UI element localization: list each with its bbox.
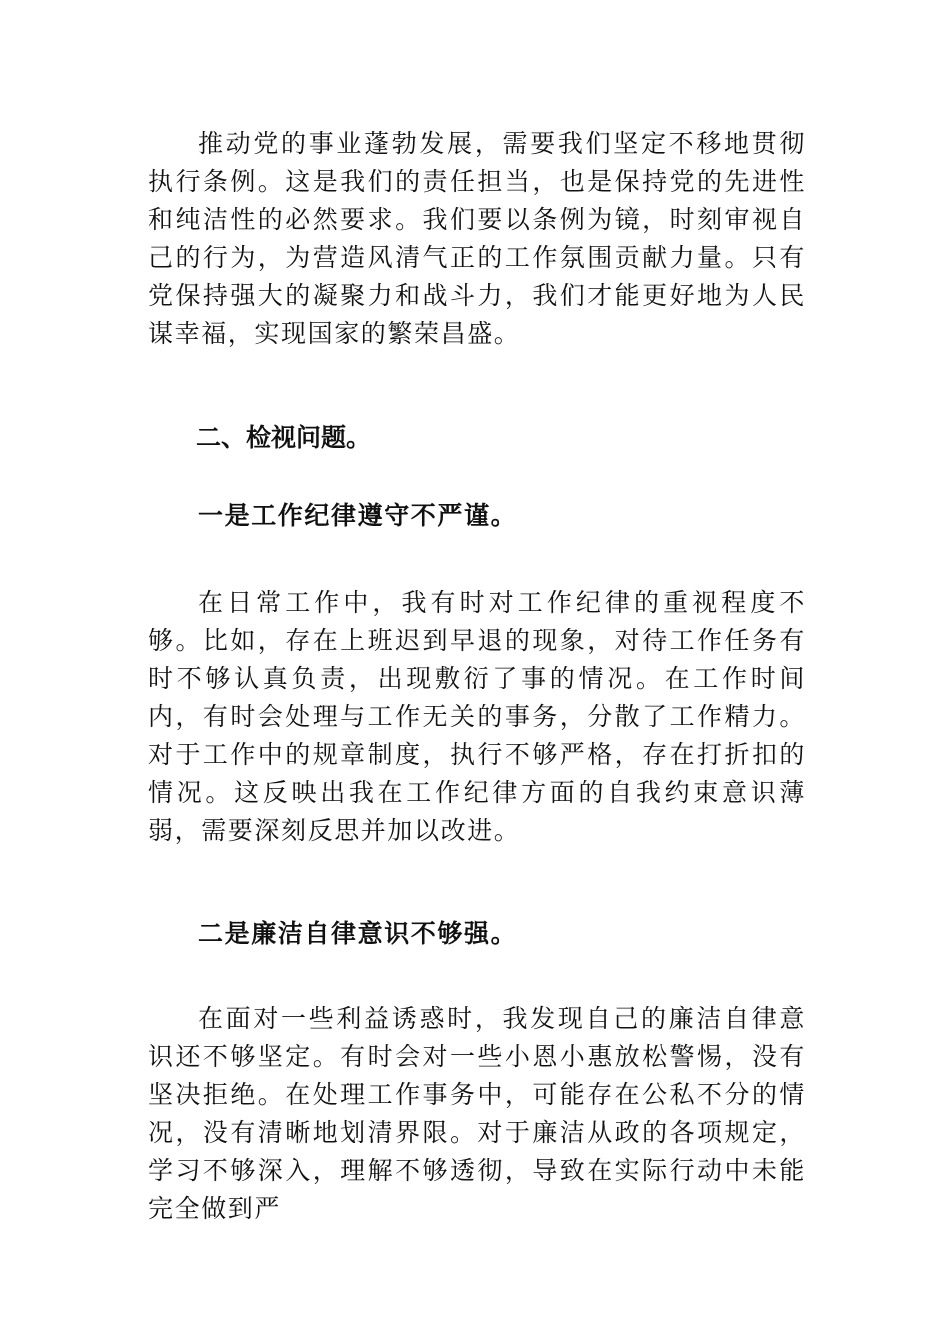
section-heading: 二、检视问题。 (196, 423, 372, 452)
item2-paragraph: 在面对一些利益诱惑时，我发现自己的廉洁自律意识还不够坚定。有时会对一些小恩小惠放松警惕，没有坚决拒绝。在处理工作事务中，可能存在公私不分的情况，没有清晰地划清界限。对于廉洁从政的各项规定，学习不够深入，理解不够透彻，导致在实际行动中未能完全做到严 (148, 1004, 806, 1223)
item1-paragraph: 在日常工作中，我有时对工作纪律的重视程度不够。比如，存在上班迟到早退的现象，对待工作任务有时不够认真负责，出现敷衍了事的情况。在工作时间内，有时会处理与工作无关的事务，分散了工作精力。对于工作中的规章制度，执行不够严格，存在打折扣的情况。这反映出我在工作纪律方面的自我约束意识薄弱，需要深刻反思并加以改进。 (148, 588, 806, 845)
intro-paragraph: 推动党的事业蓬勃发展，需要我们坚定不移地贯彻执行条例。这是我们的责任担当，也是保持党的先进性和纯洁性的必然要求。我们要以条例为镜，时刻审视自己的行为，为营造风清气正的工作氛围贡献力量。只有党保持强大的凝聚力和战斗力，我们才能更好地为人民谋幸福，实现国家的繁荣昌盛。 (148, 129, 806, 348)
item1-heading: 一是工作纪律遵守不严谨。 (198, 501, 518, 530)
item2-heading: 二是廉洁自律意识不够强。 (198, 919, 518, 948)
